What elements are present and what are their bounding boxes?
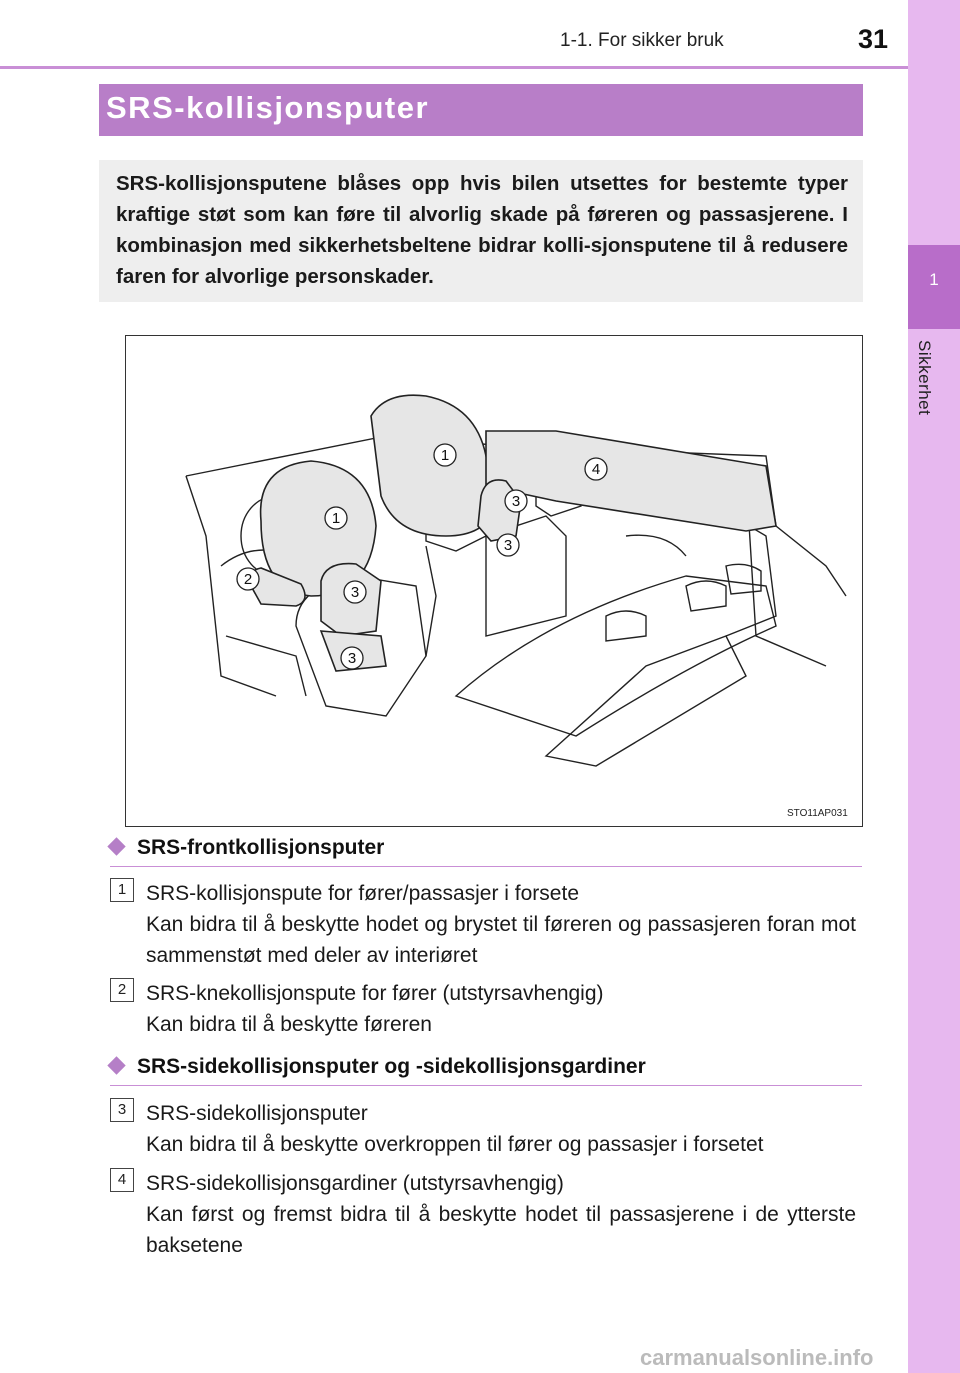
item-title: SRS-sidekollisjonsputer (146, 1102, 368, 1125)
airbag-illustration (125, 335, 863, 827)
list-item (146, 878, 856, 971)
diamond-bullet-icon (107, 837, 125, 855)
callout-2 (237, 568, 259, 590)
item-title: SRS-sidekollisjonsgardiner (utstyrsavhengig) (146, 1172, 564, 1195)
side-curtain-airbag (486, 431, 776, 531)
item-description: Kan bidra til å beskytte føreren (146, 1013, 432, 1036)
car-interior-drawing (126, 336, 862, 826)
callout-1-driver (325, 507, 347, 529)
header-rule (0, 66, 908, 69)
svg-text:3: 3 (350, 584, 360, 601)
item-number-box: 2 (110, 978, 134, 1002)
svg-text:4: 4 (591, 461, 601, 478)
chapter-label: Sikkerhet (915, 340, 934, 416)
item-number-box: 1 (110, 878, 134, 902)
svg-text:2: 2 (243, 571, 253, 588)
svg-text:1: 1 (440, 447, 450, 464)
item-description: Kan bidra til å beskytte overkroppen til fører og passasjer i forsetet (146, 1133, 764, 1156)
section-rule (110, 1085, 862, 1086)
diamond-bullet-icon (107, 1056, 125, 1074)
passenger-front-airbag (371, 395, 496, 536)
watermark: carmanualsonline.info (640, 1345, 874, 1370)
figure-code: STO11AP031 (787, 808, 848, 819)
svg-text:3: 3 (347, 650, 357, 667)
callout-3-driver-upper (344, 581, 366, 603)
list-item (146, 978, 856, 1040)
svg-text:1: 1 (331, 510, 341, 527)
page-number: 31 (858, 24, 889, 54)
callout-3-driver-lower (341, 647, 363, 669)
callout-3-passenger-lower (497, 534, 519, 556)
item-description: Kan bidra til å beskytte hodet og brystet til føreren og passasjeren foran mot sammenstøt med deler av interiøret (146, 913, 856, 967)
item-number-box: 4 (110, 1168, 134, 1192)
item-description: Kan først og fremst bidra til å beskytte hodet til passasjerene i de ytterste baksetene (146, 1203, 856, 1257)
rear-seat (456, 576, 776, 736)
section-rule (110, 866, 862, 867)
item-number-box: 3 (110, 1098, 134, 1122)
callout-4 (585, 458, 607, 480)
chapter-number: 1 (929, 270, 939, 289)
item-title: SRS-knekollisjonspute for fører (utstyrsavhengig) (146, 982, 604, 1005)
item-title: SRS-kollisjonspute for fører/passasjer i forsete (146, 882, 579, 905)
list-item (146, 1168, 856, 1261)
section-header: 1-1. For sikker bruk (560, 30, 724, 51)
callout-1-passenger (434, 444, 456, 466)
chapter-side-tab (908, 0, 960, 1373)
svg-text:3: 3 (503, 537, 513, 554)
callout-3-passenger-upper (505, 490, 527, 512)
page-title: SRS-kollisjonsputer (106, 90, 430, 125)
svg-text:3: 3 (511, 493, 521, 510)
intro-text: SRS-kollisjonsputene blåses opp hvis bilen utsettes for bestemte typer kraftige støt som kan føre til alvorlig skade på føreren og passasjerene. I kombinasjon med sikkerhetsbeltene bidrar kolli-sjonsputene til å redusere faren for alvorlige personskader. (116, 172, 848, 288)
section-heading-front: SRS-frontkollisjonsputer (110, 836, 384, 860)
section-heading-side: SRS-sidekollisjonsputer og -sidekollisjonsgardiner (110, 1055, 646, 1079)
list-item (146, 1098, 856, 1160)
